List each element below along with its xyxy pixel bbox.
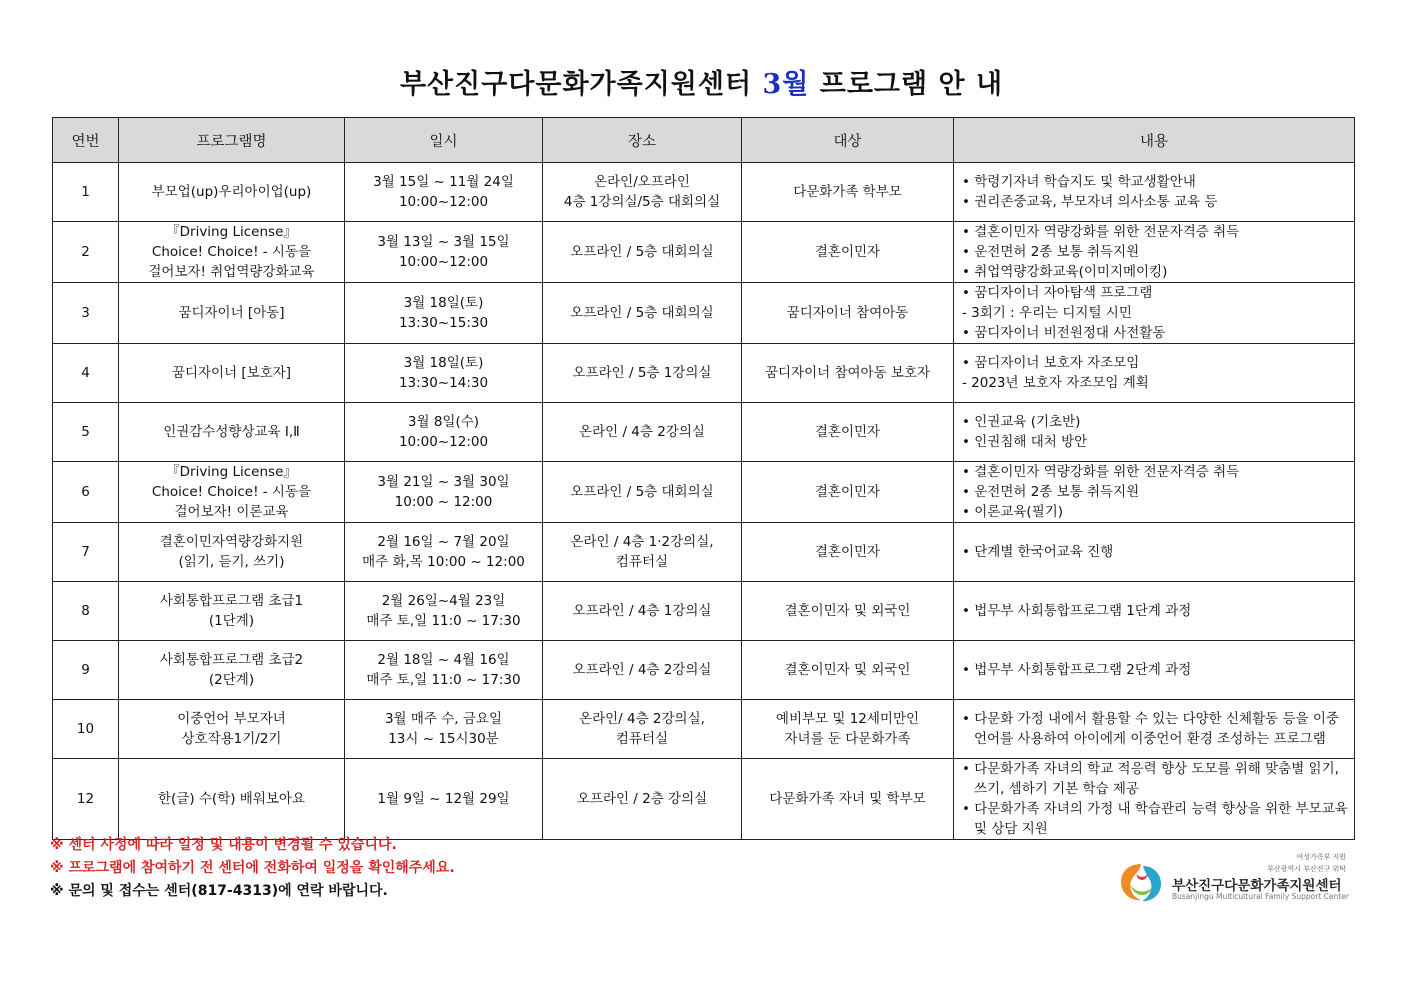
program-content-line: 인권침해 대처 방안 bbox=[974, 434, 1088, 450]
program-target bbox=[742, 523, 954, 582]
row-number-line: 8 bbox=[81, 603, 90, 619]
bullet-icon: • bbox=[962, 285, 970, 301]
program-date bbox=[345, 344, 543, 403]
bullet-icon: • bbox=[962, 801, 970, 817]
program-place-line: 오프라인 / 4층 2강의실 bbox=[572, 662, 712, 678]
program-target-line: 꿈디자이너 참여아동 bbox=[786, 305, 909, 321]
program-target-line: 꿈디자이너 참여아동 보호자 bbox=[764, 365, 931, 381]
program-place-line: 오프라인 / 5층 대회의실 bbox=[570, 484, 714, 500]
program-name-line: 걸어보자! 이론교육 bbox=[174, 504, 289, 520]
program-date-line: 13:30~15:30 bbox=[398, 315, 489, 331]
bullet-icon: • bbox=[962, 414, 970, 430]
program-date-line: 3월 21일 ~ 3월 30일 bbox=[377, 474, 510, 490]
center-logo bbox=[1116, 852, 1349, 904]
row-number bbox=[53, 462, 119, 523]
bullet-icon: • bbox=[962, 325, 970, 341]
program-target-line: 다문화가족 학부모 bbox=[793, 184, 902, 200]
program-content-line: 꿈디자이너 비전원정대 사전활동 bbox=[974, 325, 1166, 341]
table-body bbox=[53, 163, 1355, 840]
program-content-line: 권리존중교육, 부모자녀 의사소통 교육 등 bbox=[974, 194, 1218, 210]
table-row bbox=[53, 582, 1355, 641]
table-row bbox=[53, 283, 1355, 344]
program-target-line: 결혼이민자 bbox=[814, 544, 881, 560]
program-target bbox=[742, 462, 954, 523]
bullet-icon: • bbox=[962, 194, 970, 210]
program-name bbox=[119, 462, 345, 523]
header-no: 연번 bbox=[53, 118, 119, 163]
program-target-line: 결혼이민자 bbox=[814, 244, 881, 260]
program-name bbox=[119, 582, 345, 641]
program-content-line: - 3회기 : 우리는 디지털 시민 bbox=[962, 305, 1132, 321]
program-date-line: 2월 16일 ~ 7월 20일 bbox=[377, 534, 510, 550]
program-target bbox=[742, 403, 954, 462]
program-name-line: 걸어보자! 취업역량강화교육 bbox=[148, 264, 315, 280]
program-date-line: 1월 9일 ~ 12월 29일 bbox=[377, 791, 510, 807]
program-content bbox=[954, 344, 1355, 403]
table-row bbox=[53, 641, 1355, 700]
program-date-line: 3월 18일(토) bbox=[403, 355, 484, 371]
header-place: 장소 bbox=[543, 118, 742, 163]
program-content-line: 이론교육(필기) bbox=[974, 504, 1064, 520]
table-row bbox=[53, 523, 1355, 582]
header-date: 일시 bbox=[345, 118, 543, 163]
program-target-line: 결혼이민자 bbox=[814, 424, 881, 440]
program-content bbox=[954, 700, 1355, 759]
program-date-line: 13시 ~ 15시30분 bbox=[388, 731, 499, 747]
program-date-line: 3월 15일 ~ 11월 24일 bbox=[373, 174, 514, 190]
row-number-line: 7 bbox=[81, 544, 90, 560]
program-content bbox=[954, 163, 1355, 222]
header-program-name: 프로그램명 bbox=[119, 118, 345, 163]
program-name-line: (1단계) bbox=[208, 613, 255, 629]
program-table bbox=[52, 117, 1355, 840]
program-target bbox=[742, 582, 954, 641]
bullet-icon: • bbox=[962, 464, 970, 480]
note-confirm-schedule: ※ 프로그램에 참여하기 전 센터에 전화하여 일정을 확인해주세요. bbox=[50, 860, 455, 876]
program-place-line: 4층 1강의실/5층 대회의실 bbox=[563, 194, 721, 210]
program-target-line: 결혼이민자 bbox=[814, 484, 881, 500]
table-row bbox=[53, 344, 1355, 403]
table-row bbox=[53, 462, 1355, 523]
note-schedule-change: ※ 센터 사정에 따라 일정 및 내용이 변경될 수 있습니다. bbox=[50, 837, 397, 853]
program-name-line: 꿈디자이너 [아동] bbox=[178, 305, 285, 321]
program-place bbox=[543, 222, 742, 283]
program-target-line: 다문화가족 자녀 및 학부모 bbox=[769, 791, 926, 807]
program-date-line: 매주 토,일 11:0 ~ 17:30 bbox=[366, 613, 521, 629]
program-name-line: 부모업(up)우리아이업(up) bbox=[151, 184, 312, 200]
row-number-line: 1 bbox=[81, 184, 90, 200]
bullet-icon: • bbox=[962, 711, 970, 727]
program-name bbox=[119, 523, 345, 582]
bullet-icon: • bbox=[962, 434, 970, 450]
bullet-icon: • bbox=[962, 264, 970, 280]
table-row bbox=[53, 700, 1355, 759]
page-title bbox=[0, 62, 1403, 101]
program-place bbox=[543, 283, 742, 344]
program-date-line: 10:00 ~ 12:00 bbox=[394, 494, 493, 510]
program-content bbox=[954, 641, 1355, 700]
program-date-line: 10:00~12:00 bbox=[398, 434, 489, 450]
program-date bbox=[345, 759, 543, 840]
program-place bbox=[543, 582, 742, 641]
note-contact: ※ 문의 및 접수는 센터(817-4313)에 연락 바랍니다. bbox=[50, 883, 388, 899]
program-place bbox=[543, 759, 742, 840]
program-content-line: 운전면허 2종 보통 취득지원 bbox=[974, 484, 1140, 500]
row-number-line: 9 bbox=[81, 662, 90, 678]
program-date-line: 매주 토,일 11:0 ~ 17:30 bbox=[366, 672, 521, 688]
program-target-line: 자녀를 둔 다문화가족 bbox=[784, 731, 911, 747]
program-name-line: 인권감수성향상교육 Ⅰ,Ⅱ bbox=[163, 424, 300, 440]
row-number bbox=[53, 344, 119, 403]
logo-sub2: 부산광역시 부산진구 위탁 bbox=[1267, 865, 1346, 873]
program-place bbox=[543, 700, 742, 759]
program-content-line: 운전면허 2종 보통 취득지원 bbox=[974, 244, 1140, 260]
program-target bbox=[742, 641, 954, 700]
program-place bbox=[543, 403, 742, 462]
program-place-line: 온라인/오프라인 bbox=[594, 174, 690, 190]
program-place bbox=[543, 523, 742, 582]
bullet-icon: • bbox=[962, 484, 970, 500]
program-date-line: 10:00~12:00 bbox=[398, 254, 489, 270]
program-name-line: (읽기, 듣기, 쓰기) bbox=[178, 554, 285, 570]
row-number-line: 5 bbox=[81, 424, 90, 440]
program-name-line: 『Driving License』 bbox=[166, 464, 297, 480]
row-number-line: 12 bbox=[76, 791, 95, 807]
program-content-line: 다문화 가정 내에서 활용할 수 있는 다양한 신체활동 등을 이중언어를 사용하여 아이에게 이중언어 환경 조성하는 프로그램 bbox=[974, 711, 1339, 747]
program-name-line: Choice! Choice! - 시동을 bbox=[151, 484, 312, 500]
program-name-line: 한(글) 수(학) 배워보아요 bbox=[157, 791, 306, 807]
table-row bbox=[53, 222, 1355, 283]
logo-emblem-icon bbox=[1116, 860, 1166, 904]
program-content-line: - 2023년 보호자 자조모임 계획 bbox=[962, 375, 1149, 391]
program-content-line: 학령기자녀 학습지도 및 학교생활안내 bbox=[974, 174, 1196, 190]
program-content-line: 꿈디자이너 보호자 자조모임 bbox=[974, 355, 1140, 371]
program-date-line: 2월 18일 ~ 4월 16일 bbox=[377, 652, 510, 668]
header-target: 대상 bbox=[742, 118, 954, 163]
program-content bbox=[954, 403, 1355, 462]
program-target-line: 결혼이민자 및 외국인 bbox=[784, 603, 911, 619]
program-date bbox=[345, 462, 543, 523]
title-suffix: 프로그램 안 내 bbox=[819, 69, 1004, 100]
program-date-line: 매주 화,목 10:00 ~ 12:00 bbox=[362, 554, 525, 570]
table-row bbox=[53, 759, 1355, 840]
table-row bbox=[53, 163, 1355, 222]
table-header-row bbox=[53, 118, 1355, 163]
program-target bbox=[742, 700, 954, 759]
program-date-line: 3월 매주 수, 금요일 bbox=[384, 711, 503, 727]
program-name bbox=[119, 163, 345, 222]
program-place-line: 오프라인 / 4층 1강의실 bbox=[572, 603, 712, 619]
program-name-line: 『Driving License』 bbox=[166, 224, 297, 240]
program-name-line: 결혼이민자역량강화지원 bbox=[159, 534, 304, 550]
program-name bbox=[119, 641, 345, 700]
program-name-line: 꿈디자이너 [보호자] bbox=[171, 365, 292, 381]
program-name bbox=[119, 283, 345, 344]
row-number-line: 6 bbox=[81, 484, 90, 500]
program-date-line: 10:00~12:00 bbox=[398, 194, 489, 210]
program-place bbox=[543, 163, 742, 222]
header-content: 내용 bbox=[954, 118, 1355, 163]
program-content bbox=[954, 283, 1355, 344]
program-content-line: 꿈디자이너 자아탐색 프로그램 bbox=[974, 285, 1153, 301]
bullet-icon: • bbox=[962, 544, 970, 560]
program-target bbox=[742, 163, 954, 222]
program-name-line: 사회통합프로그램 초급2 bbox=[159, 652, 304, 668]
bullet-icon: • bbox=[962, 761, 970, 777]
program-name-line: 상호작용1기/2기 bbox=[181, 731, 282, 747]
program-content-line: 법무부 사회통합프로그램 2단계 과정 bbox=[974, 662, 1192, 678]
program-target-line: 예비부모 및 12세미만인 bbox=[775, 711, 920, 727]
row-number bbox=[53, 222, 119, 283]
program-place bbox=[543, 641, 742, 700]
program-date bbox=[345, 163, 543, 222]
row-number-line: 3 bbox=[81, 305, 90, 321]
program-content-line: 다문화가족 자녀의 가정 내 학습관리 능력 향상을 위한 부모교육 및 상담 지원 bbox=[974, 801, 1348, 837]
row-number bbox=[53, 283, 119, 344]
program-target bbox=[742, 283, 954, 344]
logo-sub1: 여성가족부 지원 bbox=[1296, 853, 1346, 861]
program-content-line: 법무부 사회통합프로그램 1단계 과정 bbox=[974, 603, 1192, 619]
bullet-icon: • bbox=[962, 662, 970, 678]
program-name bbox=[119, 344, 345, 403]
logo-english: Busanjingu Multicultural Family Support Center bbox=[1172, 892, 1349, 901]
bullet-icon: • bbox=[962, 244, 970, 260]
program-content-line: 취업역량강화교육(이미지메이킹) bbox=[974, 264, 1168, 280]
program-place bbox=[543, 344, 742, 403]
program-name bbox=[119, 222, 345, 283]
program-name bbox=[119, 759, 345, 840]
program-date-line: 3월 8일(수) bbox=[407, 414, 480, 430]
row-number bbox=[53, 403, 119, 462]
program-date bbox=[345, 641, 543, 700]
row-number bbox=[53, 641, 119, 700]
bullet-icon: • bbox=[962, 174, 970, 190]
program-place-line: 컴퓨터실 bbox=[615, 554, 669, 570]
program-date bbox=[345, 283, 543, 344]
program-place-line: 오프라인 / 5층 대회의실 bbox=[570, 305, 714, 321]
table-row bbox=[53, 403, 1355, 462]
program-content bbox=[954, 759, 1355, 840]
program-name bbox=[119, 700, 345, 759]
program-name bbox=[119, 403, 345, 462]
row-number bbox=[53, 759, 119, 840]
row-number bbox=[53, 700, 119, 759]
program-name-line: 사회통합프로그램 초급1 bbox=[159, 593, 304, 609]
program-content bbox=[954, 462, 1355, 523]
notes bbox=[50, 834, 455, 903]
program-date bbox=[345, 403, 543, 462]
program-place bbox=[543, 462, 742, 523]
logo-name: 부산진구다문화가족지원센터 bbox=[1172, 878, 1342, 894]
title-month: 3월 bbox=[762, 69, 810, 100]
program-place-line: 온라인/ 4층 2강의실, bbox=[579, 711, 705, 727]
bullet-icon: • bbox=[962, 355, 970, 371]
program-content bbox=[954, 222, 1355, 283]
program-place-line: 오프라인 / 5층 대회의실 bbox=[570, 244, 714, 260]
program-date-line: 13:30~14:30 bbox=[398, 375, 489, 391]
program-place-line: 오프라인 / 5층 1강의실 bbox=[572, 365, 712, 381]
program-target bbox=[742, 222, 954, 283]
program-content-line: 단계별 한국어교육 진행 bbox=[974, 544, 1114, 560]
program-content-line: 인권교육 (기초반) bbox=[974, 414, 1081, 430]
program-date bbox=[345, 222, 543, 283]
bullet-icon: • bbox=[962, 603, 970, 619]
program-date-line: 3월 18일(토) bbox=[403, 295, 484, 311]
program-place-line: 온라인 / 4층 2강의실 bbox=[579, 424, 705, 440]
program-content-line: 결혼이민자 역량강화를 위한 전문자격증 취득 bbox=[974, 464, 1240, 480]
program-date-line: 2월 26일~4월 23일 bbox=[381, 593, 506, 609]
row-number-line: 2 bbox=[81, 244, 90, 260]
program-content-line: 결혼이민자 역량강화를 위한 전문자격증 취득 bbox=[974, 224, 1240, 240]
program-place-line: 온라인 / 4층 1·2강의실, bbox=[570, 534, 714, 550]
program-date bbox=[345, 523, 543, 582]
program-place-line: 오프라인 / 2층 강의실 bbox=[576, 791, 708, 807]
bullet-icon: • bbox=[962, 224, 970, 240]
program-target bbox=[742, 759, 954, 840]
program-content bbox=[954, 523, 1355, 582]
row-number-line: 10 bbox=[76, 721, 95, 737]
program-target-line: 결혼이민자 및 외국인 bbox=[784, 662, 911, 678]
row-number-line: 4 bbox=[81, 365, 90, 381]
program-date bbox=[345, 700, 543, 759]
program-content-line: 다문화가족 자녀의 학교 적응력 향상 도모를 위해 맞춤별 읽기, 쓰기, 셈하기 기본 학습 제공 bbox=[974, 761, 1339, 797]
program-date-line: 3월 13일 ~ 3월 15일 bbox=[377, 234, 510, 250]
program-content bbox=[954, 582, 1355, 641]
title-prefix: 부산진구다문화가족지원센터 bbox=[399, 69, 753, 100]
program-name-line: 이중언어 부모자녀 bbox=[177, 711, 286, 727]
row-number bbox=[53, 163, 119, 222]
row-number bbox=[53, 582, 119, 641]
program-date bbox=[345, 582, 543, 641]
row-number bbox=[53, 523, 119, 582]
program-place-line: 컴퓨터실 bbox=[615, 731, 669, 747]
bullet-icon: • bbox=[962, 504, 970, 520]
program-name-line: (2단계) bbox=[208, 672, 255, 688]
program-target bbox=[742, 344, 954, 403]
program-name-line: Choice! Choice! - 시동을 bbox=[151, 244, 312, 260]
